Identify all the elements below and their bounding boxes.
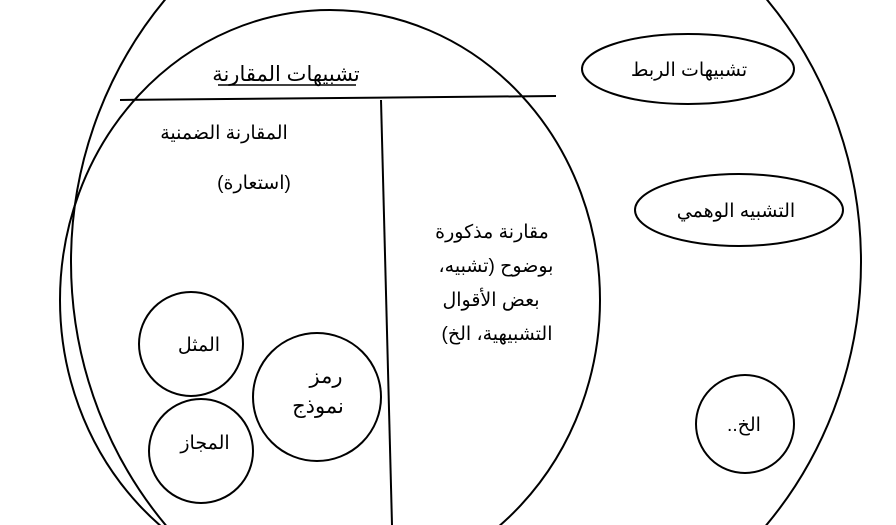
explicit-comparison-line-3: بعض الأقوال (442, 290, 540, 311)
implicit-comparison-subtitle: (استعارة) (217, 173, 291, 194)
explicit-comparison-line-2: بوضوح (تشبيه، (438, 256, 554, 277)
explicit-comparison-line-1: مقارنة مذكورة (435, 222, 549, 243)
illusory-simile-label: التشبيه الوهمي (676, 201, 796, 222)
symbol-label: رمز (309, 365, 343, 388)
linking-similes-label: تشبيهات الربط (630, 60, 748, 81)
comparison-similes-title: تشبيهات المقارنة (212, 63, 360, 86)
comparison-title-divider (120, 96, 556, 100)
explicit-implicit-divider (381, 100, 392, 525)
metaphor-label: المجاز (180, 433, 230, 454)
etc-label: الخ.. (727, 415, 761, 436)
proverb-label: المثل (177, 335, 221, 356)
model-label: نموذج (292, 395, 344, 418)
explicit-comparison-line-4: التشبيهية، الخ) (441, 324, 553, 345)
implicit-comparison-title: المقارنة الضمنية (160, 123, 288, 144)
